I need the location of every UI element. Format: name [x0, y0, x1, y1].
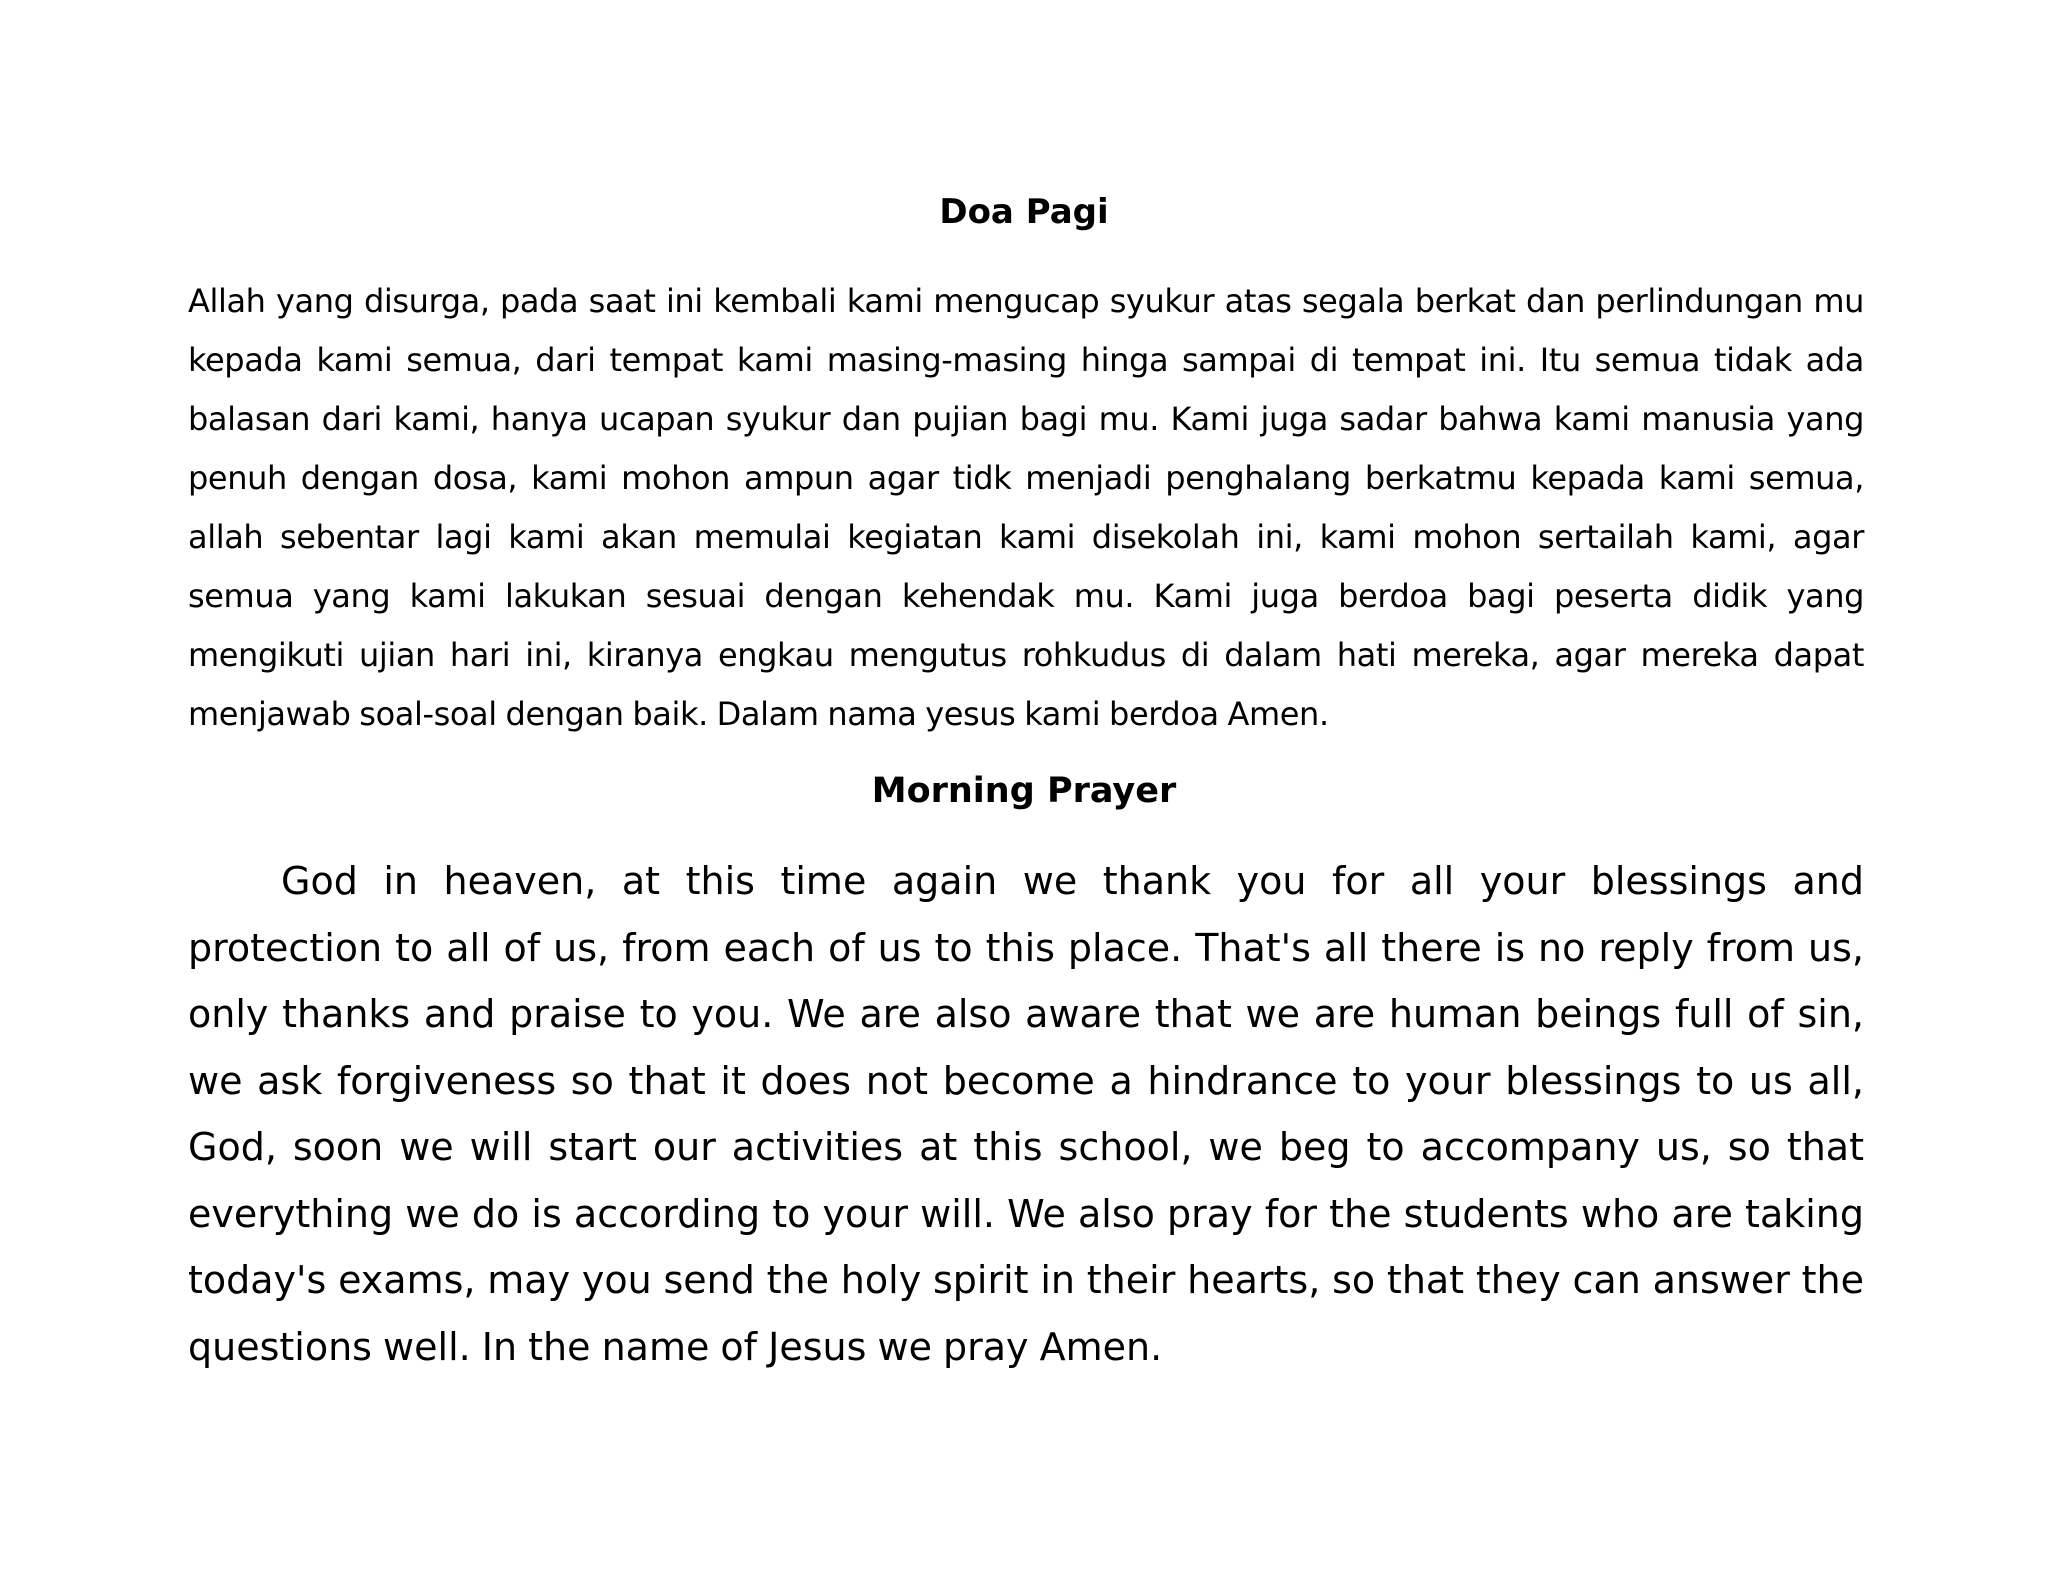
section-title-doa-pagi: Doa Pagi — [939, 192, 1109, 232]
section-title-morning-prayer: Morning Prayer — [871, 771, 1177, 811]
section-body-doa-pagi: Allah yang disurga, pada saat ini kembali kami mengucap syukur atas segala berkat dan perlindungan mu kepada kami semua, dari tempat kami masing-masing hinga sampai di tempat ini. Itu semua tidak ada balasan dari kami, hanya ucapan syukur dan pujian bagi mu. Kami juga sadar bahwa kami manusia yang penuh dengan dosa, kami mohon ampun agar tidk menjadi penghalang berkatmu kepada kami semua, allah sebentar lagi kami akan memulai kegiatan kami disekolah ini, kami mohon sertailah kami, agar semua yang kami lakukan sesuai dengan kehendak mu. Kami juga berdoa bagi peserta didik yang mengikuti ujian hari ini, kiranya engkau mengutus rohkudus di dalam hati mereka, agar mereka dapat menjawab soal-soal dengan baik. Dalam nama yesus kami berdoa Amen. — [188, 282, 1864, 733]
section-body-morning-prayer: God in heaven, at this time again we thank you for all your blessings and protection to all of us, from each of us to this place. That's all there is no reply from us, only thanks and praise to you. We are also aware that we are human beings full of sin, we ask forgiveness so that it does not become a hindrance to your blessings to us all, God, soon we will start our activities at this school, we beg to accompany us, so that everything we do is according to your will. We also pray for the students who are taking today's exams, may you send the holy spirit in their hearts, so that they can answer the questions well. In the name of Jesus we pray Amen. — [188, 859, 1864, 1369]
